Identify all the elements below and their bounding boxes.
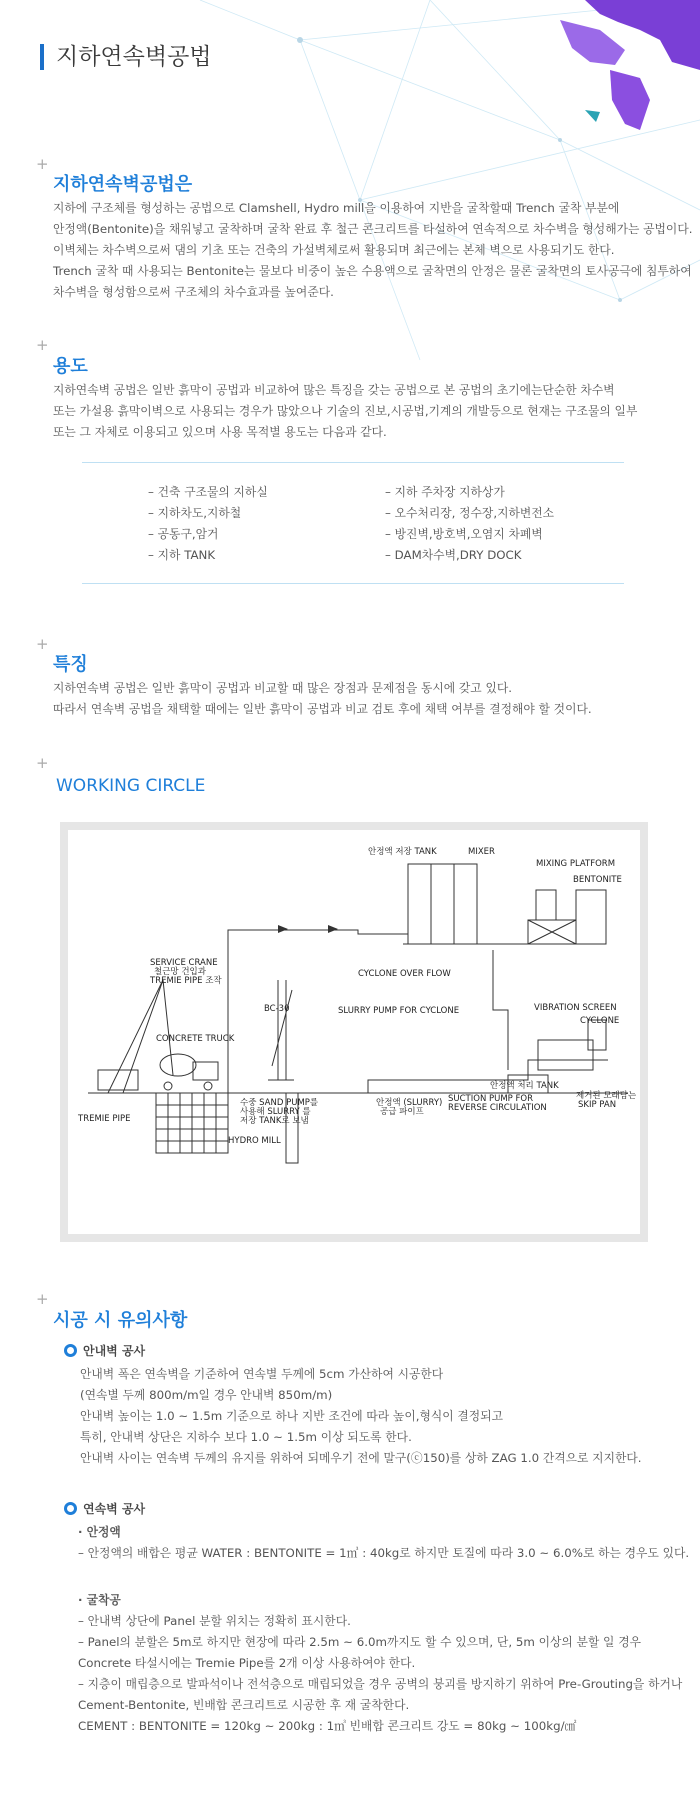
plus-icon: + xyxy=(36,1290,49,1308)
usage-list-right xyxy=(385,482,554,566)
section-title-intro: 지하연속벽공법은 xyxy=(53,174,193,195)
working-circle-diagram-frame xyxy=(60,822,648,1242)
diagram-label-storage: 안정액 저장 TANK xyxy=(368,847,437,857)
continuous-wall-excavation: · 굴착공 – 안내벽 상단에 Panel 분할 위치는 정확히 표시한다. – Panel의 분할은 5m로 하지만 현장에 따라 2.5m ~ 6.0m까지도 할 수 있으며, 단, 5m 이상의 분할 일 경우 Concrete 타설시에는 Tremie Pipe를 2개 이상 사용하여야 한다. – 지층이 매립층으로 발파석이나 전석층으로 매립되었을 경우 공벽의 붕괴를 방지하기 위하여 Pre-Grouting을 하거나 Cement-Bentonite, 빈배합 콘크리트로 시공한 후 재 굴착한다. CEMENT : BENTONITE = 120kg ~ 200kg : 1㎥ 빈배합 콘크리트 강도 = 80kg ~ 100kg/㎠ xyxy=(78,1593,683,1733)
features-paragraph: 지하연속벽 공법은 일반 흙막이 공법과 비교할 때 많은 장점과 문제점을 동시에 갖고 있다. 따라서 연속벽 공법을 채택할 때에는 일반 흙막이 공법과 비교 검토 후에 채택 여부를 결정해야 할 것이다. xyxy=(53,681,592,716)
page-title: 지하연속벽공법 xyxy=(40,44,212,70)
circle-bullet-icon xyxy=(64,1344,77,1357)
guide-wall-paragraph: 안내벽 폭은 연속벽을 기준하여 연속별 두께에 5cm 가산하여 시공한다 (연속별 두께 800m/m일 경우 안내벽 850m/m) 안내벽 높이는 1.0 ~ 1.5m 기준으로 하나 지반 조건에 따라 높이,형식이 결정되고 특히, 안내벽 상단은 지하수 보다 1.0 ~ 1.5m 이상 되도록 한다. 안내벽 사이는 연속벽 두께의 유지를 위하여 되메우기 전에 말구(ⓒ150)를 상하 ZAG 1.0 간격으로 지지한다. xyxy=(80,1367,642,1465)
diagram-label-service-crane-sub2: TREMIE PIPE 조작 xyxy=(150,976,222,986)
diagram-label-cyclone-over-flow: CYCLONE OVER FLOW xyxy=(358,969,451,979)
diagram-label-service-crane-sub1: 철근망 건입과 xyxy=(154,967,206,977)
diagram-label-cyclone: CYCLONE xyxy=(580,1016,620,1026)
diagram-label-mixer: MIXER xyxy=(468,847,495,857)
diagram-label-concrete-truck: CONCRETE TRUCK xyxy=(156,1034,235,1044)
plus-icon: + xyxy=(36,155,49,173)
diagram-label-suction-pump2: REVERSE CIRCULATION xyxy=(448,1103,547,1113)
intro-paragraph: 지하에 구조체를 형성하는 공법으로 Clamshell, Hydro mill을 이용하여 지반을 굴착할때 Trench 굴착 부분에 안정액(Bentonite)을 채워넣고 굴착하며 굴착 완료 후 철근 콘크리트를 타설하여 연속적으로 차수벽을 형성해가는 공법이다. 이벽체는 차수벽으로써 댐의 기초 또는 건축의 가설벽체로써 활용되며 최근에는 본체 벽으로 사용되기도 한다. Trench 굴착 때 사용되는 Bentonite는 물보다 비중이 높은 수용액으로 굴착면의 안정은 물론 굴착면의 토사공극에 침투하여 차수벽을 형성함으로써 구조체의 차수효과를 높여준다. xyxy=(53,201,693,299)
diagram-label-tremie-pipe: TREMIE PIPE xyxy=(78,1114,131,1124)
diagram-label-suction-pump1: SUCTION PUMP FOR xyxy=(448,1094,533,1104)
list-item: – 지하 주차장 지하상가 xyxy=(385,485,505,499)
diagram-label-service-crane: SERVICE CRANE xyxy=(150,958,218,968)
list-item: – 건축 구조물의 지하실 xyxy=(148,485,268,499)
diagram-label-sand-pump2: 사용해 SLURRY 를 xyxy=(240,1107,311,1117)
diagram-label-skip-pan2: SKIP PAN xyxy=(578,1100,617,1110)
diagram-label-slurry-pump: SLURRY PUMP FOR CYCLONE xyxy=(338,1006,460,1016)
list-item: – DAM차수벽,DRY DOCK xyxy=(385,548,522,562)
plus-icon: + xyxy=(36,754,49,772)
subsection-title-guide-wall: 안내벽 공사 xyxy=(64,1342,145,1359)
diagram-label-skip-pan1: 제거된 모래담는 xyxy=(576,1091,637,1101)
usage-list-left xyxy=(148,482,268,566)
list-item: – 지하 TANK xyxy=(148,548,216,562)
list-item: – 방진벽,방호벽,오염지 차폐벽 xyxy=(385,527,543,541)
diagram-label-bentonite: BENTONITE xyxy=(573,875,622,885)
section-title-features: 특징 xyxy=(53,654,88,675)
diagram-label-sand-pump3: 저장 TANK로 보냄 xyxy=(240,1116,309,1126)
list-item: – 오수처리장, 정수장,지하변전소 xyxy=(385,506,555,520)
working-circle-drawing xyxy=(68,830,640,1234)
diagram-label-treatment-tank: 안정액 처리 TANK xyxy=(490,1081,559,1091)
diagram-label-bc30: BC-30 xyxy=(264,1004,290,1014)
usage-top-divider xyxy=(82,462,624,463)
list-item: – 공동구,암거 xyxy=(148,527,219,541)
list-item: – 지하차도,지하철 xyxy=(148,506,242,520)
diagram-label-supply-pipe2: 공급 파이프 xyxy=(380,1107,424,1117)
section-title-usage: 용도 xyxy=(53,356,88,377)
usage-paragraph: 지하연속벽 공법은 일반 흙막이 공법과 비교하여 많은 특징을 갖는 공법으로 본 공법의 초기에는단순한 차수벽 또는 가설용 흙막이벽으로 사용되는 경우가 많았으나 기술의 진보,시공법,기계의 개발등으로 현재는 구조물의 일부 또는 그 자체로 이용되고 있으며 사용 목적별 용도는 다음과 같다. xyxy=(53,383,638,439)
diagram-label-sand-pump1: 수중 SAND PUMP를 xyxy=(240,1098,319,1108)
usage-bottom-divider xyxy=(82,583,624,584)
diagram-label-supply-pipe1: 안정액 (SLURRY) xyxy=(376,1098,443,1108)
plus-icon: + xyxy=(36,635,49,653)
plus-icon: + xyxy=(36,336,49,354)
diagram-label-hydro-mill: HYDRO MILL xyxy=(228,1136,281,1146)
continuous-wall-stabilizer: · 안정액 – 안정액의 배합은 평균 WATER : BENTONITE = 1㎥ : 40kg로 하지만 토질에 따라 3.0 ~ 6.0%로 하는 경우도 있다. xyxy=(78,1525,690,1560)
diagram-label-vibration-screen: VIBRATION SCREEN xyxy=(534,1003,617,1013)
section-title-cautions: 시공 시 유의사항 xyxy=(53,1310,188,1331)
section-title-working-circle: WORKING CIRCLE xyxy=(56,776,206,796)
subsection-title-continuous-wall: 연속벽 공사 xyxy=(64,1500,145,1517)
working-circle-diagram xyxy=(68,830,640,1234)
diagram-label-mixing-platform: MIXING PLATFORM xyxy=(536,859,616,869)
circle-bullet-icon xyxy=(64,1502,77,1515)
